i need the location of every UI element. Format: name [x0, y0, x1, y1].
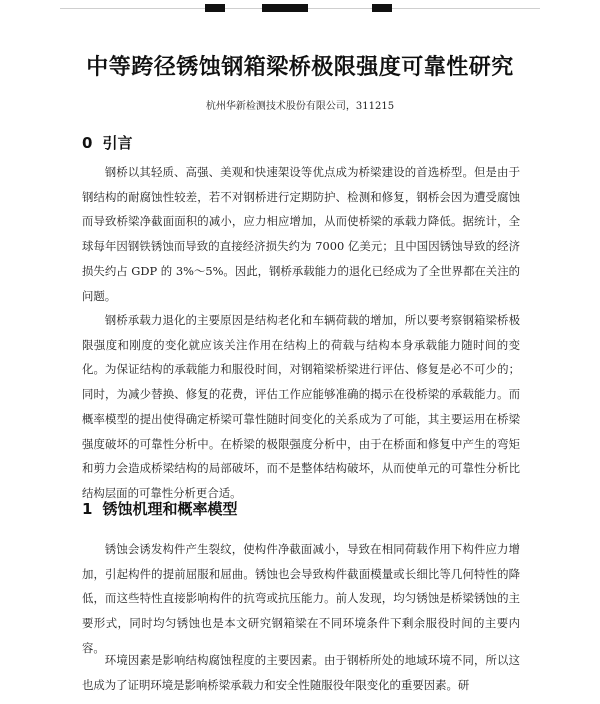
section-number: 0 [82, 134, 93, 152]
paragraph: 钢桥以其轻质、高强、美观和快速架设等优点成为桥梁建设的首选桥型。但是由于钢结构的耐腐蚀性较差，若不对钢桥进行定期防护、检测和修复，钢桥会因为遭受腐蚀而导致桥梁净截面面积的减小，应力相应增加，从而使桥梁的承载力降低。据统计，全球每年因钢铁锈蚀而导致的直接经济损失约为 7000 亿美元；且中国因锈蚀导致的经济损失约占 GDP 的 3%～5%。因此，钢桥承载能力的退化已经成为了全世界都在关注的问题。 [82, 165, 520, 303]
paragraph: 钢桥承载力退化的主要原因是结构老化和车辆荷载的增加，所以要考察钢箱梁桥极限强度和刚度的变化就应该关注作用在结构上的荷载与结构本身承载能力随时间的变化。为保证结构的承载能力和服役时间，对钢箱梁桥梁进行评估、修复是必不可少的；同时，为减少替换、修复的花费，评估工作应能够准确的揭示在役桥梁的承载能力。而概率模型的提出使得确定桥梁可靠性随时间变化的关系成为了可能，其主要运用在桥梁强度破坏的可靠性分析中。在桥梁的极限强度分析中，由于在桥面和修复中产生的弯矩和剪力会造成桥梁结构的局部破坏，而不是整体结构破坏，从而使单元的可靠性分析比结构层面的可靠性分析更合适。 [82, 313, 520, 500]
header-mark [372, 4, 392, 12]
section-number: 1 [82, 500, 93, 518]
paragraph: 环境因素是影响结构腐蚀程度的主要因素。由于钢桥所处的地域环境不同，所以这也成为了证明环境是影响桥梁承载力和安全性随服役年限变化的重要因素。研 [82, 653, 520, 692]
author-affiliation: 杭州华新检测技术股份有限公司，311215 [205, 101, 395, 112]
paper-title: 中等跨径锈蚀钢箱梁桥极限强度可靠性研究 [86, 55, 514, 80]
section-title: 引言 [102, 134, 133, 152]
section-heading [82, 498, 237, 519]
section-heading [82, 132, 132, 153]
section-title: 锈蚀机理和概率模型 [102, 500, 238, 518]
header-mark [262, 4, 308, 12]
header-mark [205, 4, 225, 12]
paragraph: 锈蚀会诱发构件产生裂纹，使构件净截面减小，导致在相同荷载作用下构件应力增加，引起构件的提前屈服和屈曲。锈蚀也会导致构件截面模量或长细比等几何特性的降低，而这些特性直接影响构件的抗弯或抗压能力。前人发现，均匀锈蚀是桥梁锈蚀的主要形式，同时均匀锈蚀也是本文研究钢箱梁在不同环境条件下剩余服役时间的主要内容。 [82, 542, 520, 655]
